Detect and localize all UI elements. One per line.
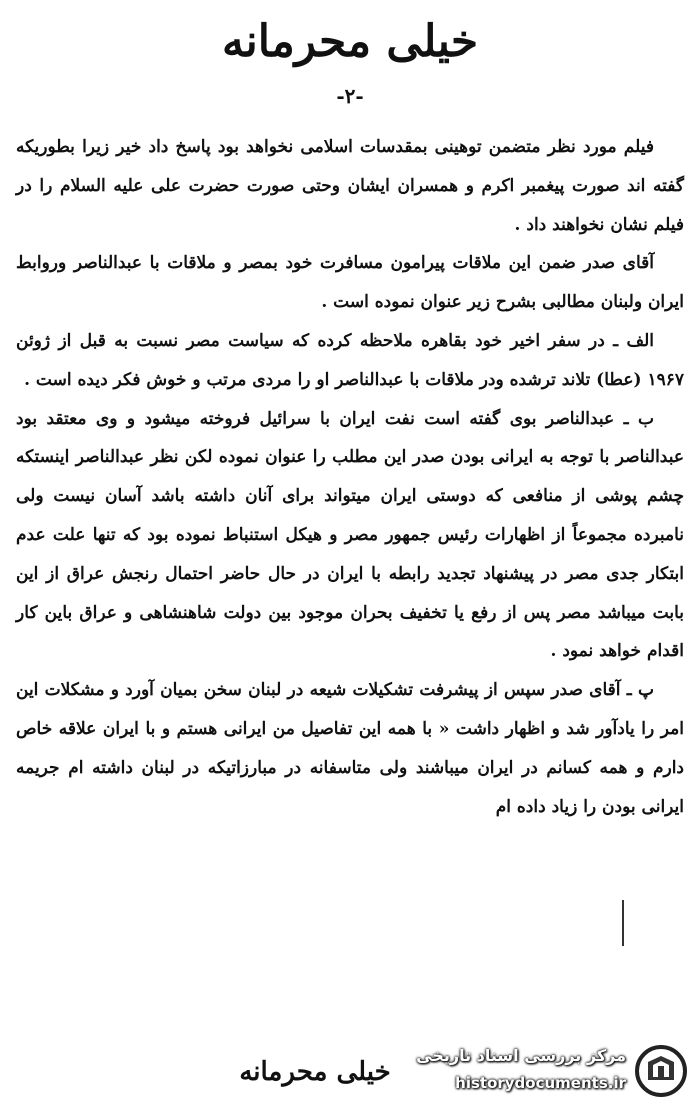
paragraph-film: فیلم مورد نظر متضمن توهینی بمقدسات اسلامی نخواهد بود پاسخ داد خیر زیرا بطوریکه گفته اند صورت پیغمبر اکرم و همسران ایشان وحتی صورت حضرت علی علیه السلام را در فیلم نشان نخواهند داد . xyxy=(16,137,684,235)
archive-center-logo-icon xyxy=(634,1044,688,1098)
document-body xyxy=(16,128,684,826)
margin-mark xyxy=(622,900,624,946)
watermark-title: مرکز بررسی اسناد تاریخی xyxy=(416,1046,626,1065)
footer-classification-stamp: خیلی محرمانه xyxy=(239,1057,391,1087)
watermark-url: historydocuments.ir xyxy=(455,1074,626,1092)
watermark xyxy=(394,1040,694,1102)
paragraph-item-pe: پ ـ آقای صدر سپس از پیشرفت تشکیلات شیعه در لبنان سخن بمیان آورد و مشکلات این امر را یادآور شد و اظهار داشت « با همه این تفاصیل من ایرانی هستم و با ایران علاقه خاص دارم و همه کسانم در ایران میباشند ولی متاسفانه در مبارزاتیکه در لبنان داشته ام جریمه ایرانی بودن را زیاد داده ام xyxy=(16,680,684,817)
paragraph-intro: آقای صدر ضمن این ملاقات پیرامون مسافرت خود بمصر و ملاقات با عبدالناصر وروابط ایران ولبنان مطالبی بشرح زیر عنوان نموده است . xyxy=(16,253,684,313)
page-number: -۲- xyxy=(336,84,364,108)
paragraph-item-be: ب ـ عبدالناصر بوی گفته است نفت ایران با سرائیل فروخته میشود و وی معتقد بود عبدالناصر با توجه به ایرانی بودن صدر این مطلب را عنوان نموده لکن نظر عبدالناصر اینستکه چشم پوشی از منافعی که دوستی ایران میتواند برای آنان داشته باشد آسان نیست ولی نامبرده مجموعاً از اظهارات رئیس جمهور مصر و هیکل استنباط نموده بود که تنها علت عدم ابتکار جدی مصر در پیشنهاد تجدید رابطه با ایران در حال حاضر احتمال رنجش عراق از این بابت میباشد مصر پس از رفع یا تخفیف بحران موجود بین دولت شاهنشاهی و عراق باین کار اقدام خواهد نمود . xyxy=(16,408,684,662)
paragraph-item-alef: الف ـ در سفر اخیر خود بقاهره ملاحظه کرده که سیاست مصر نسبت به قبل از ژوئن ۱۹۶۷ (عطا) تلاند ترشده ودر ملاقات با عبدالناصر او را مردی مرتب و خوش فکر دیده است . xyxy=(16,330,684,390)
classification-heading: خیلی محرمانه xyxy=(221,16,479,67)
